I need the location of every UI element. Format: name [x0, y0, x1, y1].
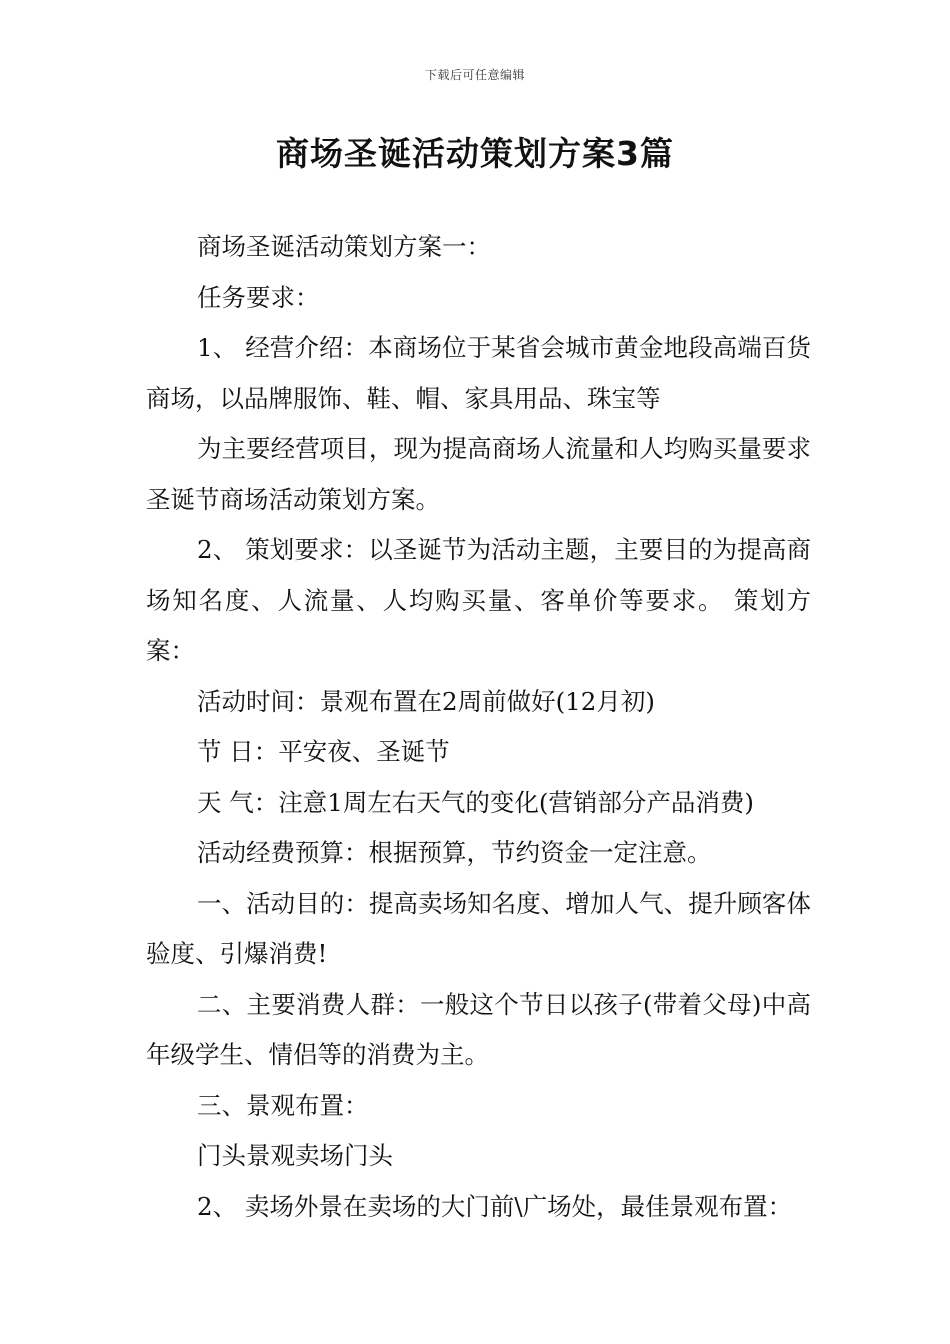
paragraph: 2、 策划要求：以圣诞节为活动主题，主要目的为提高商场知名度、人流量、人均购买量、客单价等要求。 策划方案：: [146, 535, 811, 665]
paragraph: 商场圣诞活动策划方案一：: [197, 232, 491, 261]
document-title: 商场圣诞活动策划方案3篇: [276, 134, 674, 173]
paragraph: 活动时间：景观布置在2周前做好(12月初): [197, 686, 655, 716]
paragraph: 活动经费预算：根据预算，节约资金一定注意。: [197, 838, 712, 867]
paragraph: 节 日：平安夜、圣诞节: [197, 737, 450, 766]
paragraph: 一、活动目的：提高卖场知名度、增加人气、提升顾客体验度、引爆消费!: [146, 888, 811, 968]
paragraph: 为主要经营项目，现为提高商场人流量和人均购买量要求圣诞节商场活动策划方案。: [146, 434, 811, 514]
paragraph: 任务要求：: [197, 282, 320, 312]
paragraph: 天 气：注意1周左右天气的变化(营销部分产品消费): [197, 787, 754, 817]
document-body: [146, 222, 811, 1232]
page-header-note: 下载后可任意编辑: [424, 68, 525, 82]
paragraph: 1、 经营介绍：本商场位于某省会城市黄金地段高端百货商场，以品牌服饰、鞋、帽、家具用品、珠宝等: [146, 333, 811, 413]
paragraph: 2、 卖场外景在卖场的大门前\广场处，最佳景观布置：: [197, 1191, 793, 1221]
paragraph: 二、主要消费人群：一般这个节日以孩子(带着父母)中高年级学生、情侣等的消费为主。: [146, 989, 811, 1069]
paragraph: 门头景观卖场门头: [197, 1141, 393, 1170]
paragraph: 三、景观布置：: [197, 1090, 369, 1120]
